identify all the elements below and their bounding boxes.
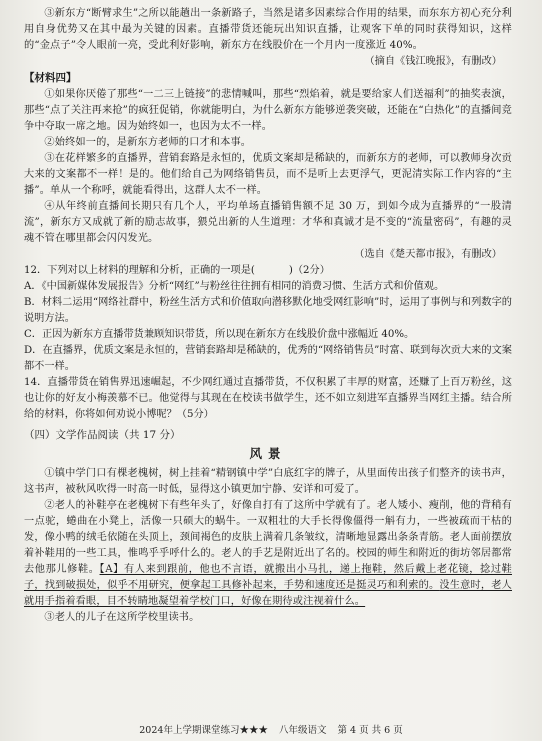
story-paragraph-2-text: ②老人的补鞋亭在老槐树下有些年头了，好像自打有了这所中学就有了。老人矮小、瘦削，他的背稍有一点驼，蜷曲在小凳上，活像一只硕大的蜗牛。一双粗壮的大手长得像僵得一斛有力，一些被疏而干枯的发，像小鸭的绒毛依随在头顶上，颈间褐色的皮肤上满着几条皱纹，清晰地显露出条条青筋。老人面前摆放着补鞋用的一些工具，惟鸣乎乎呼什么的。老人的手艺是附近出了名的。校园的师生和附近的街坊邻居都常去他那儿修鞋。	[24, 500, 512, 575]
question-14: 14．直播带货在销售界迅速崛起，不少网红通过直播带货，不仅积累了丰厚的财富，还赚了上百万粉丝，这也让你的好友小梅羡慕不已。他觉得与其现在在校读书做学生，还不如立刻进军直播界当网红主播。结合所给的材料，你将如何劝说小博呢？（5分）	[24, 377, 512, 420]
source-note-1: （摘自《钱江晚报》，有删改）	[364, 56, 502, 67]
marker-a: 【A】	[99, 564, 124, 575]
material-4-heading: 【材料四】	[24, 72, 77, 84]
material-4-paragraph-1: ①如果你厌倦了那些“一二三上链接”的悲情喊叫，那些“烈焰着，就是要给家人们送福利”的抽奖表演，那些“点了关注再来抢”的疯狂促销，你就能明白，为什么新东方能够逆袭突破，还能在“白热化”的直播间竞争中夺取一席之地。因为始终如一，也因为太不一样。	[24, 89, 512, 132]
question-12-option-d: D．在直播界，优质文案是永恒的，营销套路却是稀缺的，优秀的“网络销售员”时富、联到每次贡大来的文案都不一样。	[24, 345, 512, 372]
question-12-score: )（2分）	[288, 265, 330, 276]
question-12-option-b: B．材料二运用“网络社群中，粉丝生活方式和价值取向潜移默化地受网红影响”时，运用了事例与和列数字的说明方法。	[24, 297, 512, 324]
footer-subject: 八年级语文	[278, 725, 327, 736]
question-12	[24, 263, 512, 279]
underlined-passage-a-continued: 没生意时，老人就用手指着看眼，目不转睛地凝望着学校门口，好像在期待或注视着什么。	[24, 580, 512, 607]
source-note-2: （选自《楚天都市报》，有删改）	[354, 249, 502, 260]
story-paragraph-3: ③老人的儿子在这所学校里读书。	[44, 612, 200, 623]
material-4-paragraph-4: ④从年终前直播间长期只有几个人，平均单场直播销售额不足 30 万，到如今成为直播界的“一股清流”，新东方又成就了新的励志故事，猥兑出新的人生道理：才华和真诚才是不变的“流量密码”，有趣的灵魂不管在哪里都会闪闪发光。	[24, 201, 512, 244]
story-paragraph-2	[24, 498, 512, 610]
question-12-stem: 12．下列对以上材料的理解和分析，正确的一项是(	[24, 265, 255, 276]
story-title: 风景	[249, 446, 287, 461]
footer-page-number: 第 4 页 共 6 页	[337, 725, 403, 736]
intro-paragraph: ③新东方“断臂求生”之所以能趟出一条新路子，当然是诸多因素综合作用的结果，而东东方初心充分利用自身优势又在其中最为关键的因素。直播带货还能玩出知识直播，让观客下单的同时获得知识，这样的“金点子”令人眼前一亮，受此利好影响，新东方在线股价在一个月内一度涨近 40%。	[24, 8, 512, 51]
material-4-paragraph-2: ②始终如一的，是新东方老师的口才和本事。	[44, 137, 252, 148]
underlined-passage-a: 有人来到跟前，他也不言语，就搬出小马扎，递上拖鞋，然后戴上老花镜，捻过鞋子，找到破损处，似乎不用研究，便拿起工具修补起来，手势和速度还是挺灵巧和利索的。	[24, 564, 512, 591]
page-footer	[0, 725, 542, 737]
question-12-option-c: C．正因为新东方直播带货兼顾知识带货，所以现在新东方在线股价盘中涨幅近 40%。	[24, 329, 415, 340]
section-heading-literature: （四）文学作品阅读（共 17 分）	[24, 429, 181, 441]
story-paragraph-1: ①镇中学门口有棵老槐树，树上挂着“精钢镇中学”白底红字的牌子，从里面传出孩子们整齐的读书声，这书声，被秋风吹得一时高一时低，显得这小镇更加宁静、安详和可爱了。	[24, 468, 512, 495]
footer-exam-name: 2024年上学期课堂练习★★★	[139, 725, 268, 736]
question-12-option-a: A．《中国新媒体发展报告》分析“网红”与粉丝往往拥有相同的消费习惯、生活方式和价值观。	[24, 281, 445, 292]
material-4-paragraph-3: ③在花样繁多的直播界，营销套路是永恒的，优质文案却是稀缺的，而新东方的老师，可以教师身次贡大来的文案都不一样！是的。他们给自己为网络销售员，而不是听上去更浮气，更泥清实际工作内容的“主播”。单从一个称呼，就能看得出，这群人太不一样。	[24, 153, 512, 196]
